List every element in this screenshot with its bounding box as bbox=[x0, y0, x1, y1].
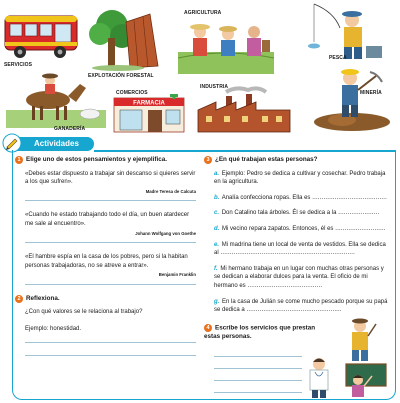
label-explotacion-forestal: EXPLOTACIÓN FORESTAL bbox=[88, 73, 154, 79]
farmers-icon bbox=[178, 18, 274, 74]
question-4-title: 4 Escribe los servicios que prestan estas personas. bbox=[204, 324, 316, 341]
question-4-answer-lines bbox=[214, 345, 302, 393]
tree-icon bbox=[86, 6, 162, 72]
label-industria: INDUSTRIA bbox=[200, 84, 229, 90]
answer-line[interactable] bbox=[214, 369, 302, 381]
activities-banner bbox=[10, 137, 94, 151]
left-column bbox=[15, 156, 196, 356]
question-4-number: 4 bbox=[204, 324, 212, 332]
answer-line[interactable] bbox=[25, 242, 196, 243]
question-1-number: 1 bbox=[15, 156, 23, 164]
answer-line[interactable] bbox=[214, 381, 302, 393]
livestock-icon bbox=[6, 70, 106, 128]
pharmacy-icon bbox=[112, 94, 186, 134]
sectors-illustration-strip bbox=[0, 0, 400, 136]
pharmacy-sign-text: FARMACIA bbox=[133, 100, 165, 107]
right-column bbox=[204, 156, 388, 322]
fisherman-icon bbox=[300, 2, 390, 60]
question-3-item-b[interactable]: b. Analía confecciona ropas. Ella es ........................................ bbox=[214, 194, 387, 201]
label-ganaderia: GANADERÍA bbox=[54, 126, 86, 132]
quote-3-text: «El hambre espía en la casa de los pobres, pero si la habitan personas trabajadoras, no se atreve a entrar». bbox=[25, 254, 188, 269]
question-3-item-d[interactable]: d. Mi vecino repara zapatos. Entonces, él es ........................... bbox=[214, 225, 386, 232]
quote-1-author: Madre Teresa de Calcuta bbox=[145, 188, 196, 194]
label-pesca: PESCA bbox=[329, 55, 347, 61]
quote-3-author: Benjamin Franklin bbox=[158, 272, 196, 278]
question-3-number: 3 bbox=[204, 156, 212, 164]
frame-top-border bbox=[94, 150, 396, 152]
bus-icon bbox=[2, 12, 80, 62]
answer-line[interactable] bbox=[25, 355, 196, 356]
worker-man-icon bbox=[340, 318, 380, 362]
quote-2-author: Johann Wolfgang von Goethe bbox=[135, 230, 196, 236]
answer-line[interactable] bbox=[25, 284, 196, 285]
question-2-prompt: ¿Con qué valores se le relaciona al trabajo? bbox=[25, 309, 143, 316]
answer-line[interactable] bbox=[25, 342, 196, 343]
question-3-item-a: a. Ejemplo: Pedro se dedica a cultivar y cosechar. Pedro trabaja en la agricultura. bbox=[214, 170, 386, 186]
label-mineria: MINERÍA bbox=[360, 90, 382, 96]
factory-icon bbox=[196, 86, 292, 134]
question-3-item-e[interactable]: e. Mi madrina tiene un local de venta de vestidos. Ella se dedica al ........................................................................ bbox=[214, 241, 386, 257]
question-2-title: 2 Reflexiona. bbox=[15, 295, 196, 305]
quote-block-1 bbox=[15, 170, 196, 202]
answer-line[interactable] bbox=[25, 200, 196, 201]
quote-1-text: «Debes estar dispuesto a trabajar sin descanso si quieres servir a los que sufren». bbox=[25, 170, 196, 186]
label-agricultura: AGRICULTURA bbox=[184, 10, 222, 16]
question-2-number: 2 bbox=[15, 295, 23, 303]
quote-2-text: «Cuando he estado trabajando todo el día, un buen atardecer me sale al encuentro». bbox=[25, 212, 190, 227]
question-3-item-c[interactable]: c. Don Catalino tala árboles. Él se dedica a la ...................... bbox=[214, 210, 380, 217]
doctor-icon bbox=[300, 356, 338, 398]
label-comercios: COMERCIOS bbox=[116, 90, 148, 96]
banner-title: Actividades bbox=[34, 139, 79, 148]
teacher-icon bbox=[344, 362, 388, 398]
label-servicios: SERVICIOS bbox=[4, 62, 33, 68]
quote-block-2 bbox=[15, 211, 196, 243]
question-1-title: 1 Elige uno de estos pensamientos y ejemplifica. bbox=[15, 156, 196, 166]
answer-line[interactable] bbox=[214, 357, 302, 369]
miner-icon bbox=[312, 66, 392, 132]
question-3-title: 3 ¿En qué trabajan estas personas? bbox=[204, 156, 388, 166]
question-3-item-g[interactable]: g. En la casa de Julián se come mucho pescado porque su papá se dedica a ................................................... bbox=[214, 298, 388, 314]
quote-block-3 bbox=[15, 253, 196, 285]
question-2-example: Ejemplo: honestidad. bbox=[25, 326, 82, 333]
question-3-item-f[interactable]: f. Mi hermano trabaja en un lugar con muchas otras personas y se dedican a elaborar dulces para la venta. El oficio de mi hermano es ........................................ bbox=[214, 265, 384, 289]
answer-line[interactable] bbox=[214, 345, 302, 357]
